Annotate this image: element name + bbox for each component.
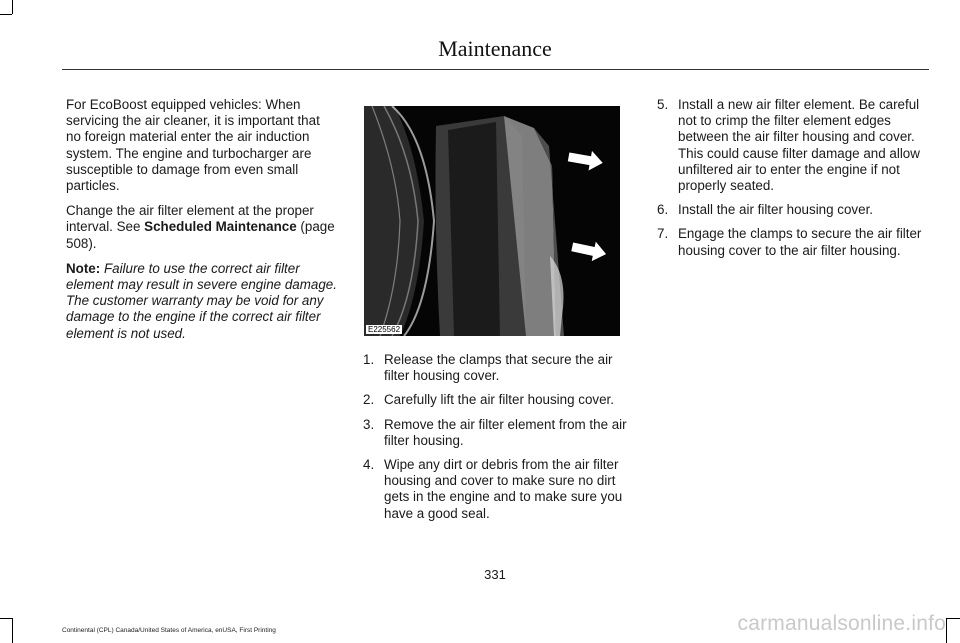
step-item [363, 392, 633, 408]
crop-mark [0, 14, 12, 15]
crop-mark [947, 618, 960, 619]
step-text: Wipe any dirt or debris from the air filter housing and cover to make sure no dirt gets in the engine and to make sure you have a good seal. [384, 457, 623, 521]
figure-code: E225562 [368, 325, 401, 334]
step-text: Carefully lift the air filter housing cover. [384, 392, 614, 408]
air-filter-illustration [364, 106, 620, 336]
crop-mark [12, 0, 13, 14]
middle-steps-column [363, 352, 633, 530]
scheduled-maintenance-link[interactable]: Scheduled Maintenance [144, 219, 297, 235]
interval-paragraph [66, 203, 338, 252]
step-text: Release the clamps that secure the air filter housing cover. [384, 352, 613, 384]
watermark: carmanualsonline.info [737, 612, 946, 635]
header-divider [62, 69, 929, 70]
step-number: 4. [363, 457, 375, 473]
step-item [363, 352, 633, 384]
step-number: 5. [657, 97, 669, 112]
step-item [363, 457, 633, 522]
page-reference: (page 508). [66, 219, 335, 251]
step-item [657, 202, 929, 218]
crop-mark [12, 618, 13, 643]
air-filter-image [364, 106, 620, 336]
step-text: Remove the air filter element from the air filter housing. [384, 416, 627, 448]
crop-mark [946, 618, 947, 643]
right-steps-column [657, 97, 929, 267]
step-text: Install a new air filter element. Be careful not to crimp the filter element edges between the air filter housing and cover. This could cause filter damage and allow unfiltered air to enter the engine if not properly seated. [678, 97, 920, 194]
footer-printing-info: Continental (CPL) Canada/United States of America, enUSA, First Printing [62, 627, 276, 634]
step-number: 1. [363, 352, 375, 367]
note-paragraph [66, 261, 338, 342]
step-number: 6. [657, 202, 669, 218]
step-number: 3. [363, 416, 375, 432]
step-number: 2. [363, 392, 375, 408]
procedure-list-continued [657, 97, 929, 259]
step-item [363, 417, 633, 449]
step-text: Install the air filter housing cover. [678, 202, 874, 218]
filter-housing [436, 116, 565, 336]
page-number: 331 [484, 567, 506, 582]
step-number: 7. [657, 226, 669, 242]
crop-mark [0, 618, 12, 619]
procedure-list [363, 352, 633, 522]
interval-text: Change the air filter element at the proper interval. See [66, 203, 314, 235]
left-column [66, 97, 338, 351]
intro-paragraph: For EcoBoost equipped vehicles: When servicing the air cleaner, it is important that no foreign material enter the air induction system. The engine and turbocharger are susceptible to damage from even small particles. [66, 97, 320, 194]
step-item [657, 97, 929, 194]
note-label: Note: [66, 260, 101, 276]
note-text: Failure to use the correct air filter element may result in severe engine damage. The customer warranty may be void for any damage to the engine if the correct air filter element is not used. [66, 260, 337, 341]
step-text: Engage the clamps to secure the air filter housing cover to the air filter housing. [678, 226, 922, 258]
step-item [657, 226, 929, 258]
page-title: Maintenance [438, 36, 552, 61]
